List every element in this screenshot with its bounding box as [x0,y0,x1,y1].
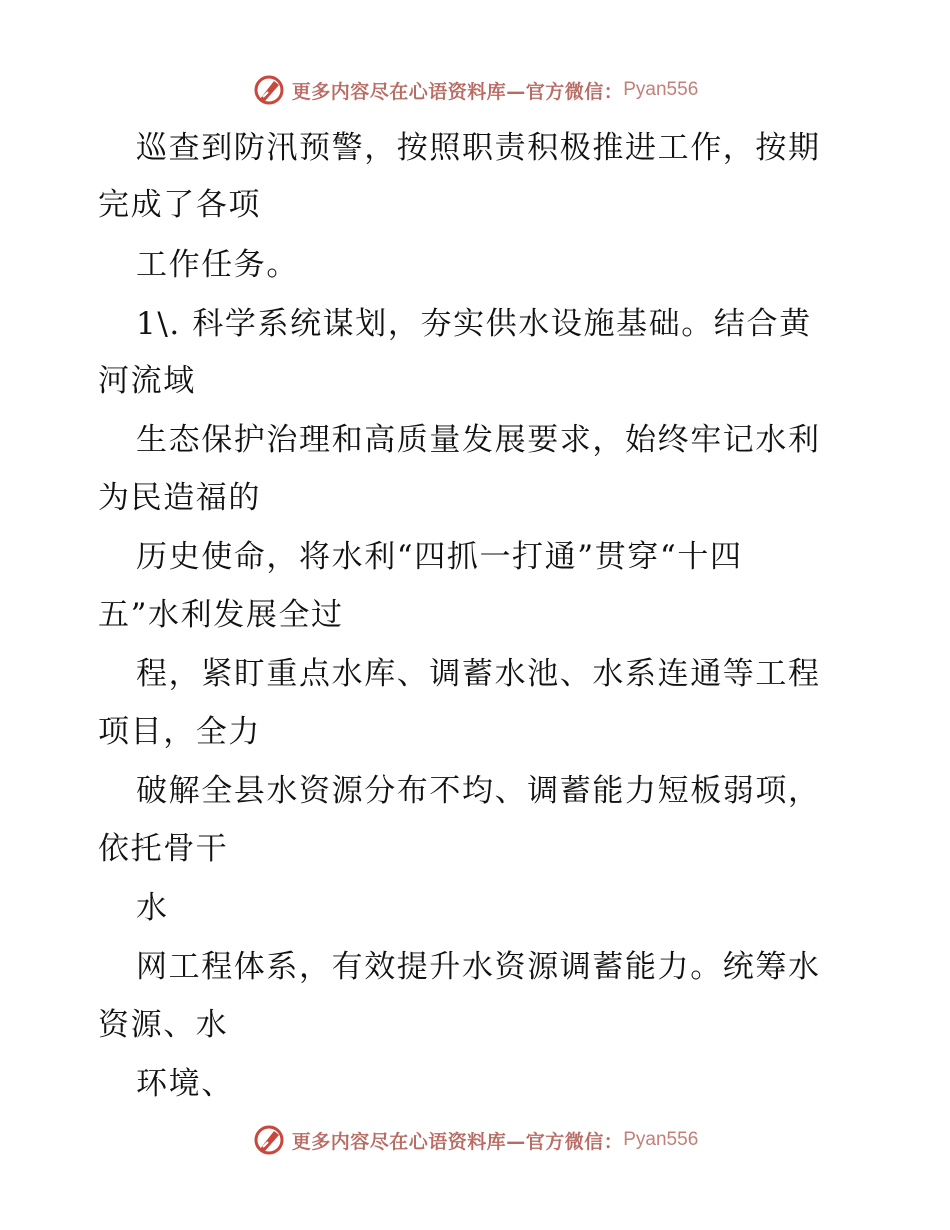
text-line: 项目，全力 [98,714,261,750]
text-line: 生态保护治理和高质量发展要求，始终牢记水利 [136,422,821,458]
text-line: 程，紧盯重点水库、调蓄水池、水系连通等工程 [136,656,821,692]
text-line: 巡查到防汛预警，按照职责积极推进工作，按期 [136,130,821,166]
wechat-id: Pyan556 [623,1129,699,1150]
text-line: 工作任务。 [136,247,299,283]
text-line: 完成了各项 [98,187,261,223]
text-line: 五”水利发展全过 [98,597,344,633]
footer-banner [0,1120,950,1160]
text-line: 依托骨干 [98,831,229,867]
text-line: 网工程体系，有效提升水资源调蓄能力。统筹水 [136,949,821,985]
pen-logo-icon [252,1123,286,1157]
header-banner [0,70,950,110]
pen-logo-icon [252,73,286,107]
text-line: 历史使命，将水利“四抓一打通”贯穿“十四 [136,539,743,575]
text-line: 水 [136,890,169,926]
wechat-id: Pyan556 [623,79,699,100]
text-line: 河流域 [98,363,196,399]
text-line: 为民造福的 [98,480,261,516]
banner-text: 更多内容尽在心语资料库—官方微信： [291,80,624,103]
text-line: 1\. 科学系统谋划，夯实供水设施基础。结合黄 [136,306,812,342]
text-line: 环境、 [136,1066,234,1102]
text-line: 资源、水 [98,1007,229,1043]
banner-text: 更多内容尽在心语资料库—官方微信： [291,1130,624,1153]
text-line: 破解全县水资源分布不均、调蓄能力短板弱项， [136,773,821,809]
